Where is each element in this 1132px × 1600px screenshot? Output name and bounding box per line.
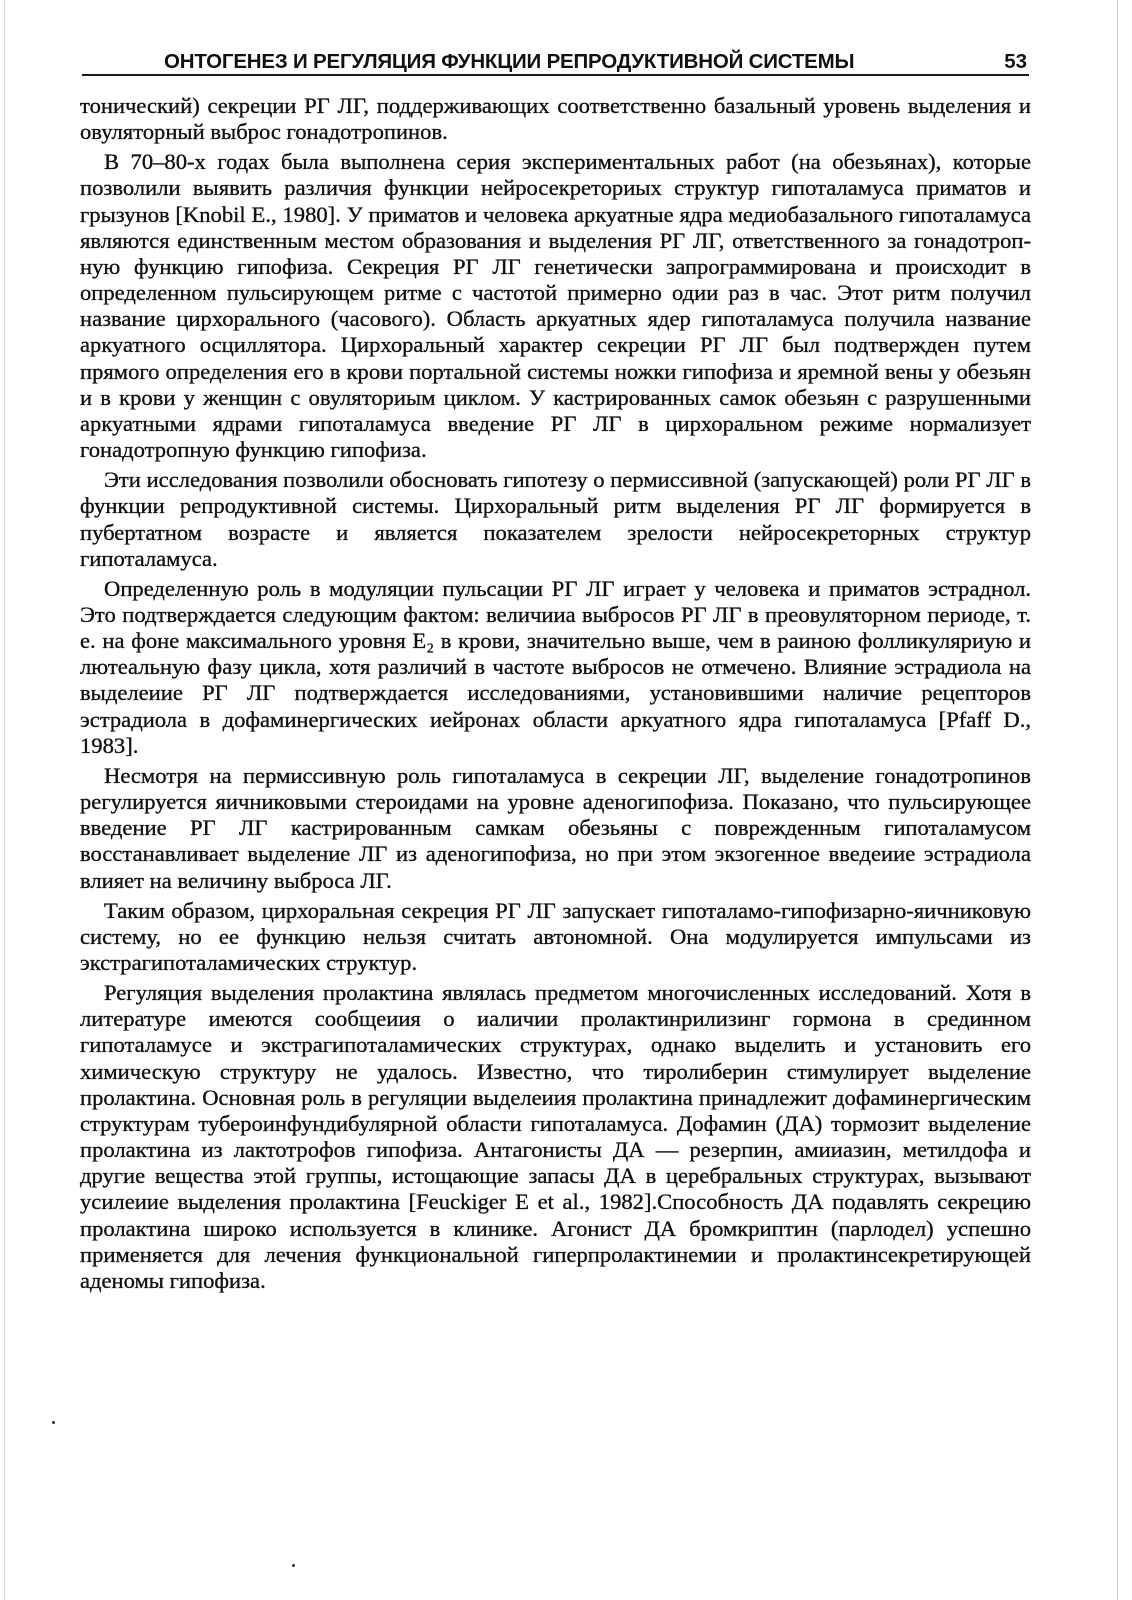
paragraph: Таким образом, цирхоральная секреция РГ ЛГ запускает гипоталамо-гипофизарно-яичниковую систему, но ее функцию нельзя считать автономной. Она модулируется импульсами из экстрагипоталамических структур.	[80, 897, 1031, 975]
paragraph: В 70–80-х годах была выполнена серия экспериментальных работ (на обезьянах), которые позволили выявить различия функции нейросекреториых структур гипоталамуса приматов и грызунов [Knobil E., 1980]. У приматов и человека аркуатные ядра медиобазального гипоталамуса являются единственным местом образования и выделения РГ ЛГ, ответственного за гонадотропную функцию гипофиза. Секреция РГ ЛГ генетически запрограммирована и происходит в определенном пульсирующем ритме с частотой примерно одии раз в час. Этот ритм получил название цирхорального (часового). Область аркуатных ядер гипоталамуса получила название аркуатного осциллятора. Цирхоральный характер секреции РГ ЛГ был подтвержден путем прямого определения его в крови портальной системы ножки гипофиза и яремной вены у обезьян и в крови у женщин с овуляториым циклом. У кастрированных самок обезьян с разрушенными аркуатными ядрами гипоталамуса введение РГ ЛГ в цирхоральном режиме нормализует гонадотропную функцию гипофиза.	[80, 149, 1031, 463]
page-edge-right	[1117, 0, 1118, 1600]
paragraph-continued: тонический) секреции РГ ЛГ, поддерживающих соответственно базальный уровень выделения и овуляторный выброс гонадотропинов.	[80, 93, 1031, 145]
running-title: ОНТОГЕНЕЗ И РЕГУЛЯЦИЯ ФУНКЦИИ РЕПРОДУКТИВНОЙ СИСТЕМЫ	[164, 50, 855, 73]
paragraph: Эти исследования позволили обосновать гипотезу о пермиссивной (запускающей) роли РГ ЛГ в функции репродуктивной системы. Цирхоральный ритм выделения РГ ЛГ формируется в пубертатном возрасте и является показателем зрелости нейросекреторных структур гипоталамуса.	[80, 467, 1031, 571]
running-header	[82, 46, 1029, 76]
body-text	[80, 93, 1031, 1298]
paragraph: Несмотря на пермиссивную роль гипоталамуса в секреции ЛГ, выделение гонадотропинов регулируется яичниковыми стероидами на уровне аденогипофиза. Показано, что пульсирующее введение РГ ЛГ кастрированным самкам обезьяны с поврежденным гипоталамусом восстанавливает выделение ЛГ из аденогипофиза, но при этом экзогенное введеиие эстрадиола влияет на величину выброса ЛГ.	[80, 762, 1031, 893]
paragraph: Определенную роль в модуляции пульсации РГ ЛГ играет у человека и приматов эстраднол. Это подтверждается следующим фактом: величииа выбросов РГ ЛГ в преовуляторном периоде, т. е. на фоне максимального уровня E₂ в крови, значительно выше, чем в раиною фолликуляриую и лютеальную фазу цикла, хотя различий в частоте выбросов не отмечено. Влияние эстрадиола на выделеиие РГ ЛГ подтверждается исследованиями, установившими наличие рецепторов эстрадиола в дофаминергических иейронах области аркуатного ядра гипоталамуса [Pfaff D., 1983].	[80, 575, 1031, 758]
scan-speck	[52, 1421, 55, 1424]
page-edge-left	[4, 0, 5, 1600]
page-number: 53	[1004, 50, 1027, 73]
scan-speck	[292, 1564, 295, 1567]
paragraph: Регуляция выделения пролактина являлась предметом многочисленных исследований. Хотя в литературе имеются сообщеиия о иаличии пролактинрилизинг гормона в срединном гипоталамусе и экстрагипоталамических структурах, однако выделить и установить его химическую структуру не удалось. Известно, что тиролиберин стимулирует выделение пролактина. Основная роль в регуляции выделеиия пролактина принадлежит дофаминергическим структурам тубероинфундибулярной области гипоталамуса. Дофамин (ДА) тормозит выделение пролактина из лактотрофов гипофиза. Антагонисты ДА — резерпин, амииазин, метилдофа и другие вещества этой группы, истощающие запасы ДА в церебральных структурах, вызывают усилеиие выделения пролактина [Feuckiger E et al., 1982].Способность ДА подавлять секрецию пролактина широко используется в клинике. Агонист ДА бромкриптин (парлодел) успешно применяется для лечения функциональной гиперпролактинемии и пролактинсекретирующей аденомы гипофиза.	[80, 980, 1031, 1293]
